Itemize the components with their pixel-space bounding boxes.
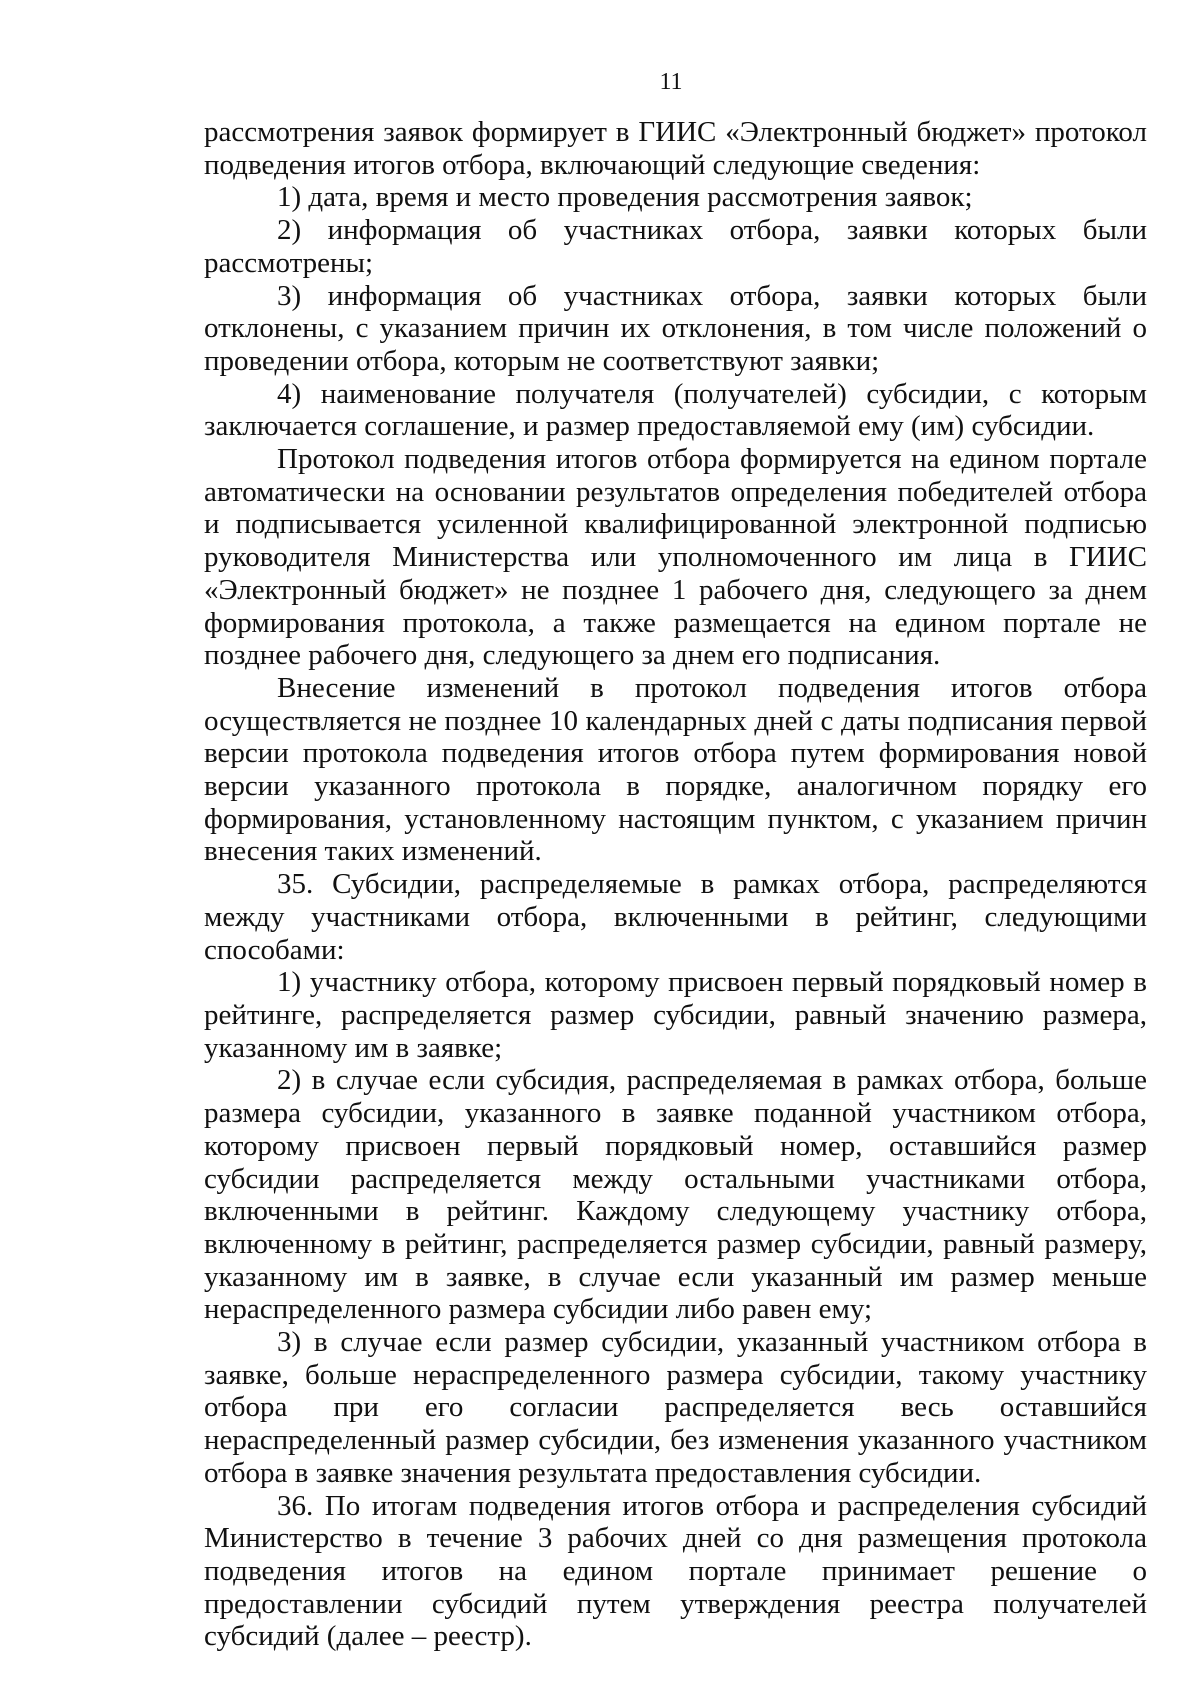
- paragraph: 36. По итогам подведения итогов отбора и распределения субсидий Министерство в течение 3 рабочих дней со дня размещения протокола подведения итогов на едином портале принимает решение о предоставлении субсидий путем утверждения реестра получателей субсидий (далее – реестр).: [204, 1489, 1147, 1653]
- page-number: 11: [659, 69, 683, 95]
- paragraph: 4) наименование получателя (получателей) субсидии, с которым заключается соглашение, и размер предоставляемой ему (им) субсидии.: [204, 377, 1147, 443]
- paragraph: 2) информация об участниках отбора, заявки которых были рассмотрены;: [204, 214, 1147, 279]
- paragraph: 3) информация об участниках отбора, заявки которых были отклонены, с указанием причин их отклонения, в том числе положений о проведении отбора, которым не соответствуют заявки;: [204, 279, 1147, 377]
- paragraph: Протокол подведения итогов отбора формируется на едином портале автоматически на основании результатов определения победителей отбора и подписывается усиленной квалифицированной электронной подписью руководителя Министерства или уполномоченного им лица в ГИИС «Электронный бюджет» не позднее 1 рабочего дня, следующего за днем формирования протокола, а также размещается на едином портале не позднее рабочего дня, следующего за днем его подписания.: [204, 443, 1147, 672]
- paragraph: 2) в случае если субсидия, распределяемая в рамках отбора, больше размера субсидии, указанного в заявке поданной участником отбора, которому присвоен первый порядковый номер, оставшийся размер субсидии распределяется между остальными участниками отбора, включенными в рейтинг. Каждому следующему участнику отбора, включенному в рейтинг, распределяется размер субсидии, равный размеру, указанному им в заявке, в случае если указанный им размер меньше нераспределенного размера субсидии либо равен ему;: [204, 1064, 1147, 1326]
- paragraph: рассмотрения заявок формирует в ГИИС «Электронный бюджет» протокол подведения итогов отбора, включающий следующие сведения:: [204, 116, 1147, 181]
- paragraph: 1) дата, время и место проведения рассмотрения заявок;: [277, 181, 973, 214]
- paragraph: 35. Субсидии, распределяемые в рамках отбора, распределяются между участниками отбора, включенными в рейтинг, следующими способами:: [204, 868, 1147, 966]
- paragraph: 3) в случае если размер субсидии, указанный участником отбора в заявке, больше нераспределенного размера субсидии, такому участнику отбора при его согласии распределяется весь оставшийся нераспределенный размер субсидии, без изменения указанного участником отбора в заявке значения результата предоставления субсидии.: [204, 1326, 1147, 1489]
- paragraph: 1) участнику отбора, которому присвоен первый порядковый номер в рейтинге, распределяется размер субсидии, равный значению размера, указанному им в заявке;: [204, 966, 1147, 1064]
- paragraph: Внесение изменений в протокол подведения итогов отбора осуществляется не позднее 10 календарных дней с даты подписания первой версии протокола подведения итогов отбора путем формирования новой версии указанного протокола в порядке, аналогичном порядку его формирования, установленному настоящим пунктом, с указанием причин внесения таких изменений.: [204, 671, 1147, 868]
- document-body: [204, 116, 1147, 1653]
